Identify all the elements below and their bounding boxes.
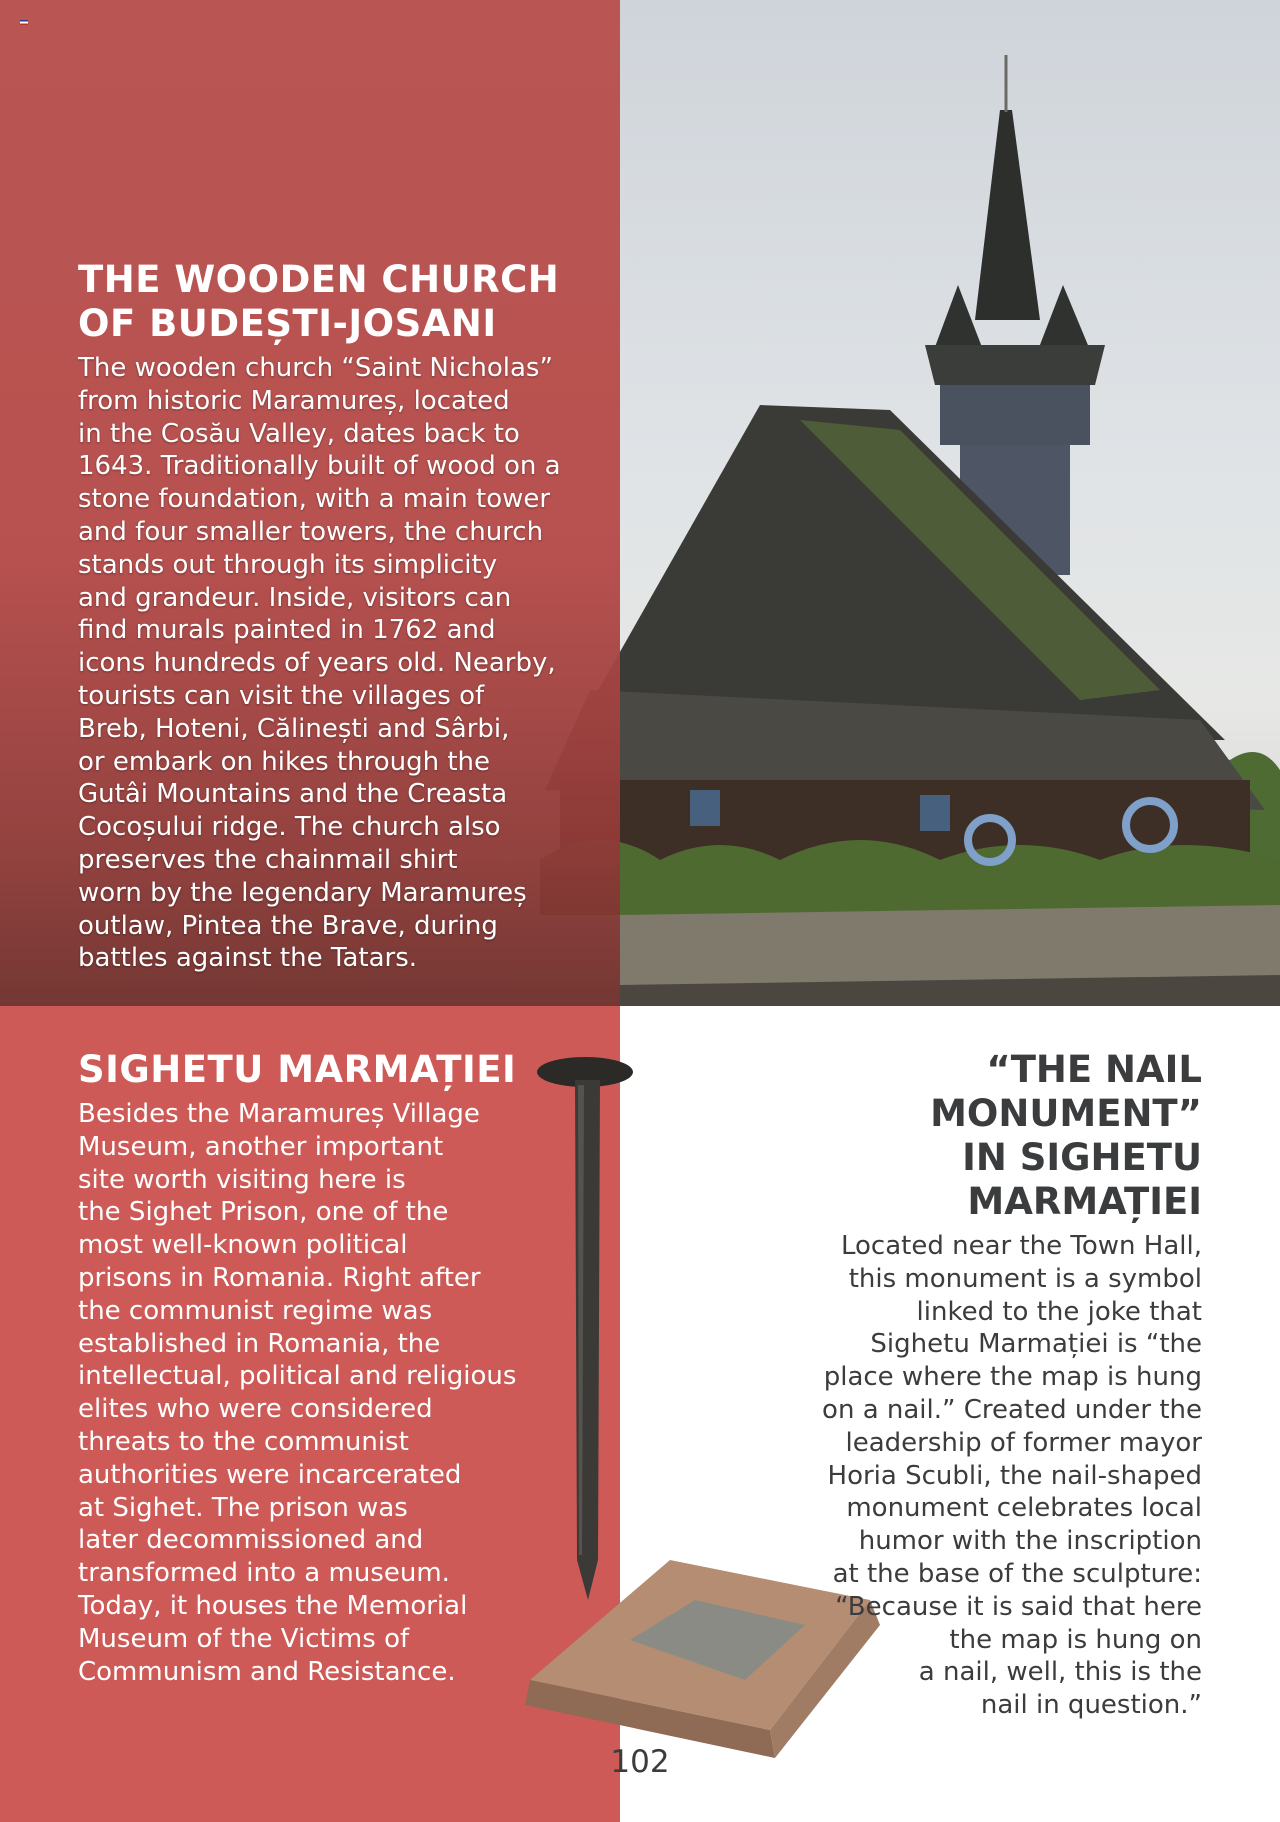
church-window bbox=[690, 790, 720, 826]
tower-gallery bbox=[940, 385, 1090, 445]
main-spire bbox=[975, 110, 1040, 320]
flag-mark-icon bbox=[20, 20, 28, 25]
church-window bbox=[920, 795, 950, 831]
tower-balcony bbox=[925, 345, 1105, 385]
church-body-text: The wooden church “Saint Nicholas” from historic Maramureș, located in the Cosău Valley, dates back to 1643. Traditionally built of wood on a stone foundation, with a main tower and four smaller towers, the church stands out through its simplicity and grandeur. Inside, visitors can find murals painted in 1762 and icons hundreds of years old. Nearby, tourists can visit the villages of Breb, Hoteni, Călinești and Sârbi, or embark on hikes through the Gutâi Mountains and the Creasta Cocoșului ridge. The church also preserves the chainmail shirt worn by the legendary Maramureș outlaw, Pintea the Brave, during battles against the Tatars. bbox=[78, 353, 561, 974]
nail-heading: “THE NAIL MONUMENT” IN SIGHETU MARMAȚIEI bbox=[930, 1048, 1202, 1223]
small-spire-right bbox=[1038, 285, 1090, 350]
sighetu-heading: SIGHETU MARMAȚIEI bbox=[78, 1048, 517, 1091]
nail-body-text: Located near the Town Hall, this monument is a symbol linked to the joke that Sighetu Marmației is “the place where the map is hung on a nail.” Created under the leadership of former mayor Horia Scubli, the nail-shaped monument celebrates local humor with the inscription at the base of the sculpture: “Because it is said that here the map is hung on a nail, well, this is the nail in question.” bbox=[822, 1231, 1202, 1721]
sighetu-body-text: Besides the Maramureș Village Museum, another important site worth visiting here is the Sighet Prison, one of the most well-known political prisons in Romania. Right after the communist regime was established in Romania, the intellectual, political and religious elites who were considered threats to the communist authorities were incarcerated at Sighet. The prison was later decommissioned and transformed into a museum. Today, it houses the Memorial Museum of the Victims of Communism and Resistance. bbox=[78, 1099, 517, 1687]
church-heading: THE WOODEN CHURCH OF BUDEȘTI-JOSANI bbox=[78, 258, 560, 345]
page-number: 102 bbox=[610, 1744, 670, 1780]
